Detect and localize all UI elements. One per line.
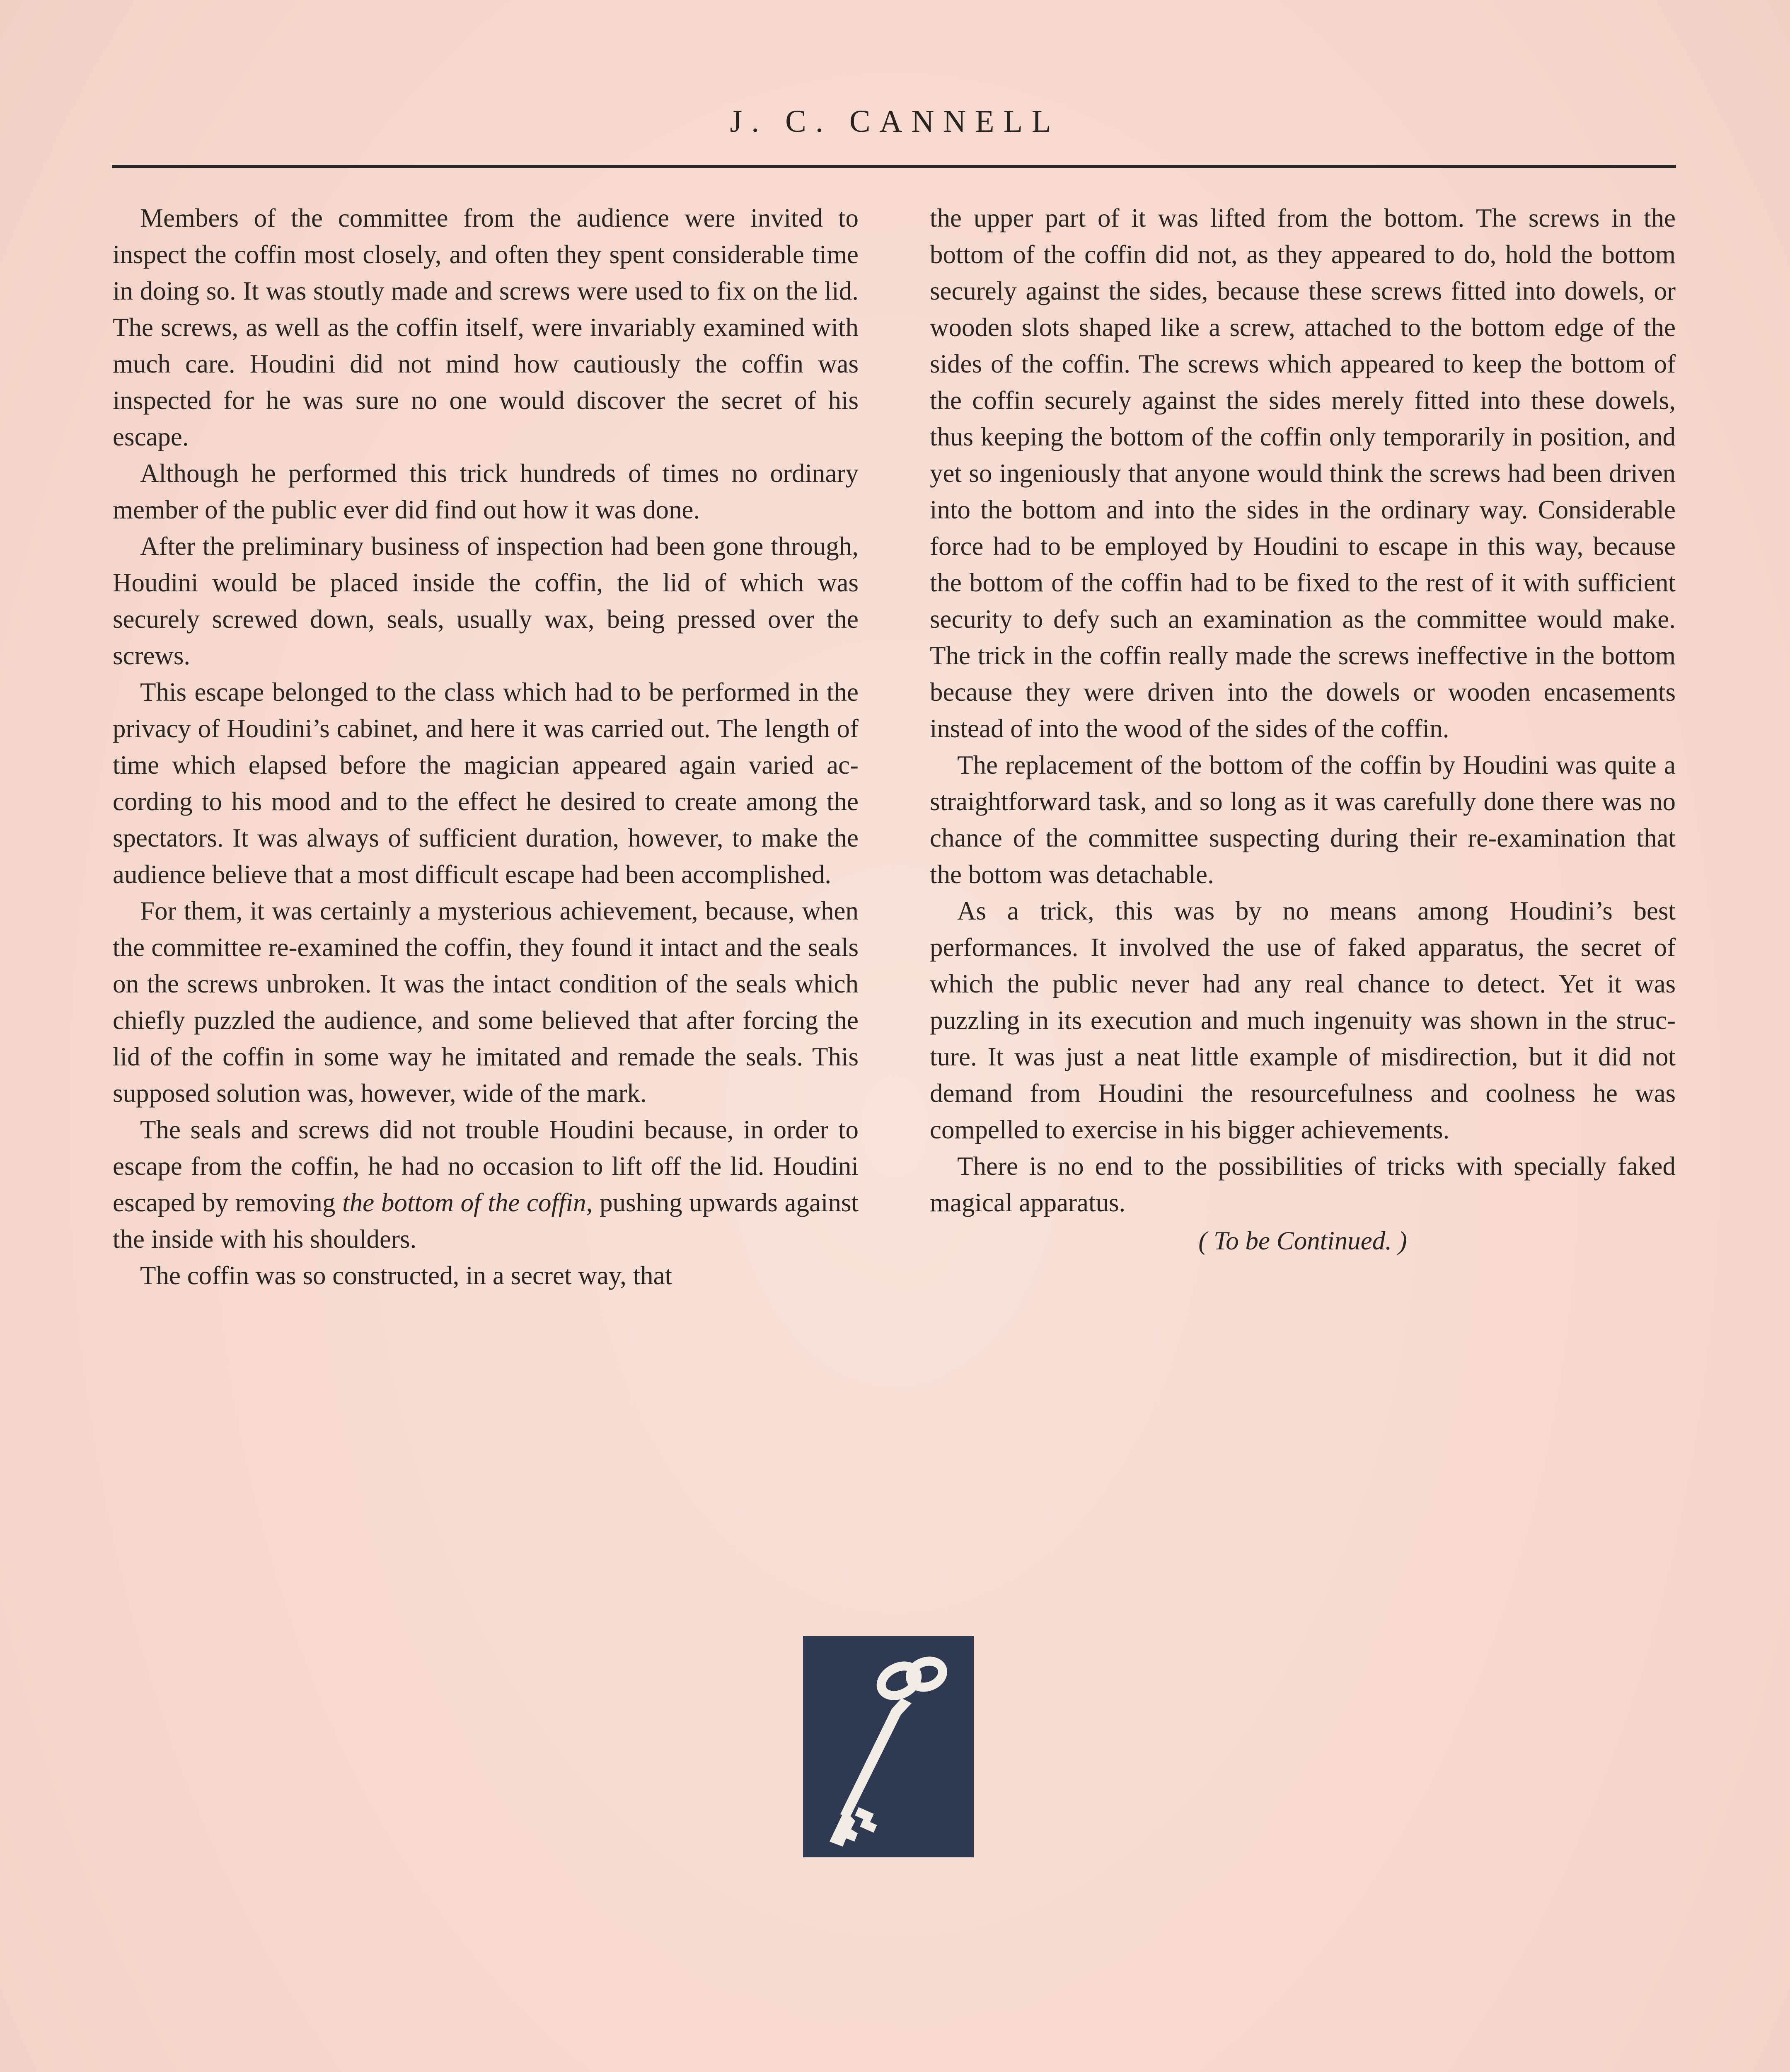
to-be-continued: ( To be Continued. ) [1198,1226,1407,1255]
paragraph-with-emphasis [113,1111,859,1257]
paragraph: There is no end to the possibilities of tricks with specially faked magical apparatus. [930,1152,1676,1217]
paragraph: The replacement of the bottom of the coffin by Houdini was quite a straightforward task, and so long as it was carefully done there was no chance of the committee suspecting during their re-examination that the bottom was detachable. [930,750,1676,889]
left-column [113,200,859,1294]
paragraph: Although he performed this trick hundreds of times no ordinary member of the public ever did find out how it was done. [113,459,859,524]
paragraph: The coffin was so constructed, in a secret way, that [140,1261,672,1290]
paragraph: As a trick, this was by no means among Houdini’s best performances. It involved the use of faked apparatus, the secret of which the public never had any real chance to detect. Yet it was puzzling in its execution and much ingenuity was shown in the structure. It was just a neat little example of misdirection, but it did not demand from Houdini the resourcefulness and coolness he was compelled to exercise in his bigger achievements. [930,896,1676,1144]
right-column [930,200,1676,1259]
paragraph-text: pushing upwards against the inside with his shoulders. [113,1188,859,1254]
paragraph: After the preliminary business of inspection had been gone through, Houdini would be placed inside the coffin, the lid of which was securely screwed down, seals, usually wax, being pressed over the screws. [113,532,859,670]
emphasis-text: the bottom of the coffin, [342,1188,593,1217]
header-rule [112,165,1676,168]
paragraph: This escape belonged to the class which had to be performed in the privacy of Houdini’s cabinet, and here it was carried out. The length of time which elapsed before the magician appeared again varied according to his mood and to the effect he desired to create among the spectators. It was always of sufficient duration, however, to make the audience believe that a most difficult escape had been accomplished. [113,678,859,889]
running-head: J. C. CANNELL [730,104,1060,139]
paragraph: For them, it was certainly a mysterious achievement, because, when the committee re-examined the coffin, they found it intact and the seals on the screws unbroken. It was the intact condition of the seals which chiefly puzzled the audience, and some believed that after forcing the lid of the coffin in some way he imitated and remade the seals. This supposed solution was, however, wide of the mark. [113,896,859,1108]
paragraph-text: The seals and screws did not trouble Houdini because, in order to escape from the coffin, he had no occasion to lift off the lid. Houdini escaped by removing [113,1115,859,1217]
paragraph-continued: the upper part of it was lifted from the bottom. The screws in the bottom of the coffin did not, as they appeared to do, hold the bottom securely against the sides, because these screws fitted into dowels, or wooden slots shaped like a screw, attached to the bottom edge of the sides of the coffin. The screws which appeared to keep the bottom of the coffin securely against the sides merely fitted into these dowels, thus keeping the bottom of the coffin only temporarily in position, and yet so ingeniously that anyone would think the screws had been driven into the bottom and into the sides in the ordinary way. Considerable force had to be employed by Houdini to escape in this way, because the bottom of the coffin had to be fixed to the rest of it with sufficient security to defy such an examination as the committee would make. The trick in the coffin really made the screws ineffective in the bottom because they were driven into the dowels or wooden encasements instead of into the wood of the sides of the coffin. [930,203,1676,743]
key-ornament [803,1636,974,1857]
key-icon [803,1636,974,1857]
paragraph: Members of the committee from the audience were invited to inspect the coffin most closely, and often they spent considerable time in doing so. It was stoutly made and screws were used to fix on the lid. The screws, as well as the coffin itself, were invariably examined with much care. Houdini did not mind how cautiously the coffin was inspected for he was sure no one would discover the secret of his escape. [113,203,859,451]
